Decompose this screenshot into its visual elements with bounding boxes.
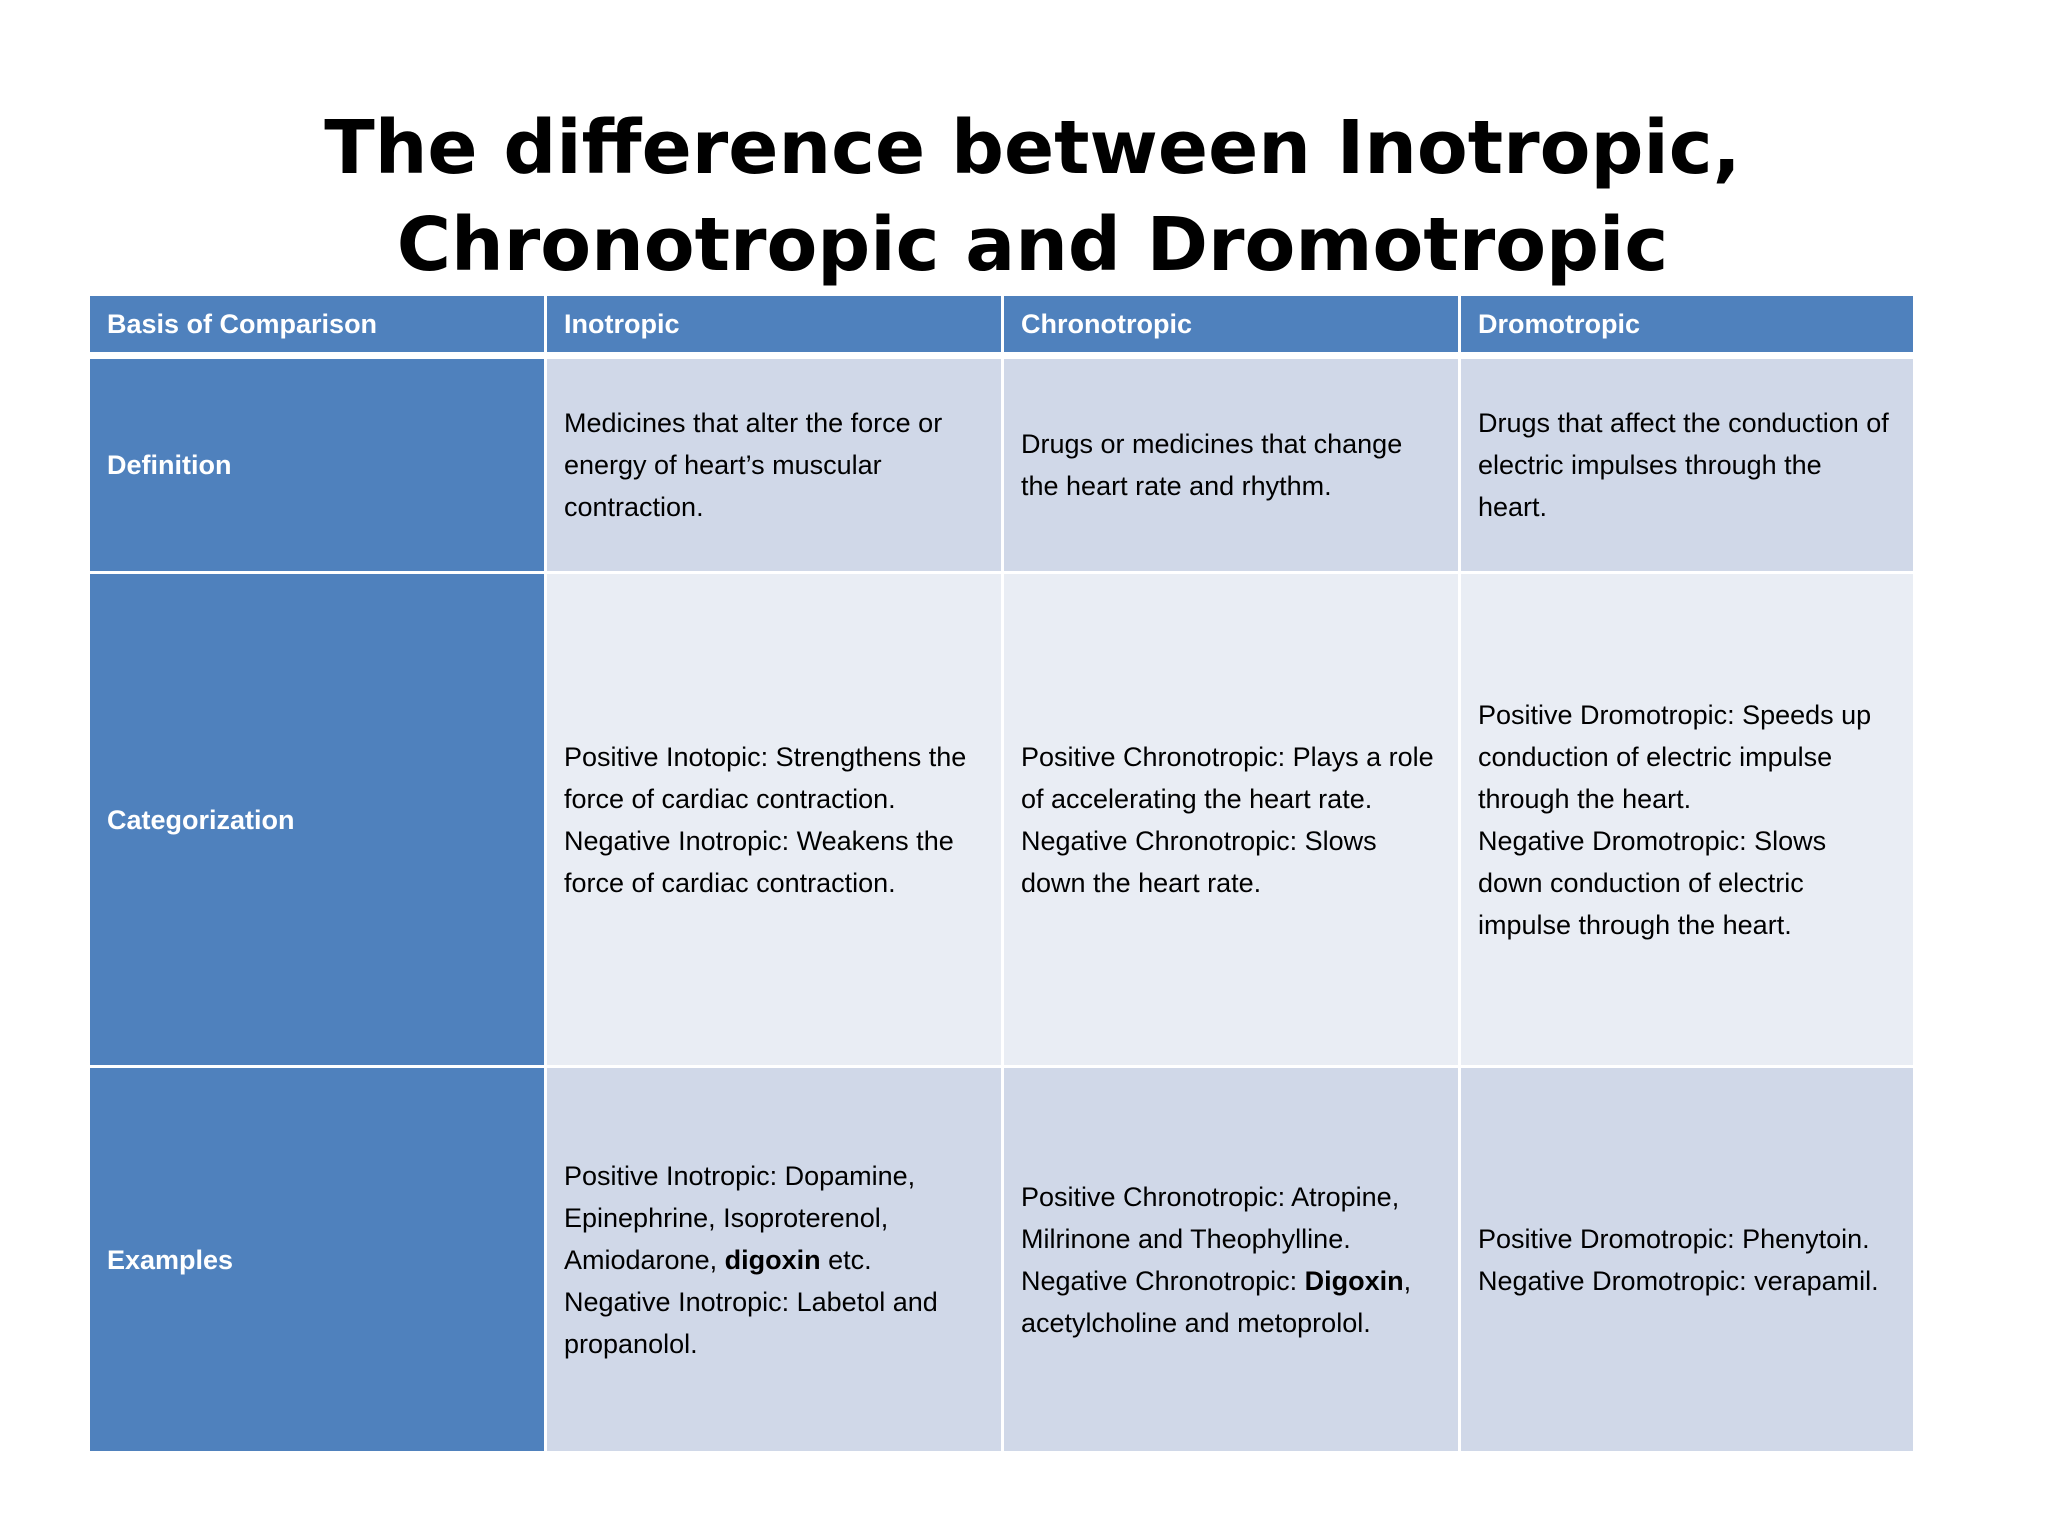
header-dromotropic: Dromotropic <box>1460 295 1915 356</box>
row-label-categorization: Categorization <box>89 573 546 1067</box>
cell-examples-chronotropic <box>1003 1067 1460 1453</box>
cell-categorization-chronotropic <box>1003 573 1460 1067</box>
cell-examples-inotropic <box>546 1067 1003 1453</box>
positive-inotropic-examples <box>564 1155 984 1281</box>
row-label-examples: Examples <box>89 1067 546 1453</box>
negative-chronotropic-examples-text: Negative Chronotropic: <box>1021 1265 1305 1296</box>
digoxin-emphasis-chronotropic: Digoxin <box>1304 1265 1404 1296</box>
row-label-definition: Definition <box>89 356 546 573</box>
negative-chronotropic-examples <box>1021 1260 1441 1344</box>
cell-examples-dromotropic <box>1460 1067 1915 1453</box>
negative-dromotropic-examples: Negative Dromotropic: verapamil. <box>1478 1265 1879 1296</box>
positive-inotropic-text: Positive Inotopic: Strengthens the force of cardiac contraction. <box>564 741 967 814</box>
digoxin-emphasis: digoxin <box>724 1244 821 1275</box>
positive-chronotropic-text: Positive Chronotropic: Plays a role of accelerating the heart rate. <box>1021 741 1434 814</box>
negative-chronotropic-examples-suffix: , acetylcholine and metoprolol. <box>1021 1265 1412 1338</box>
cell-categorization-dromotropic <box>1460 573 1915 1067</box>
negative-inotropic-examples: Negative Inotropic: Labetol and propanolol. <box>564 1286 938 1359</box>
cell-definition-inotropic: Medicines that alter the force or energy of heart’s muscular contraction. <box>546 356 1003 573</box>
cell-categorization-inotropic <box>546 573 1003 1067</box>
table-header-row <box>89 295 1915 356</box>
cell-definition-chronotropic: Drugs or medicines that change the heart rate and rhythm. <box>1003 356 1460 573</box>
positive-chronotropic-examples: Positive Chronotropic: Atropine, Milrinone and Theophylline. <box>1021 1181 1400 1254</box>
negative-inotropic-text: Negative Inotropic: Weakens the force of cardiac contraction. <box>564 825 954 898</box>
table-row-definition <box>89 356 1915 573</box>
positive-dromotropic-examples: Positive Dromotropic: Phenytoin. <box>1478 1223 1870 1254</box>
positive-inotropic-examples-text: Positive Inotropic: Dopamine, Epinephrine, Isoproterenol, Amiodarone, <box>564 1160 916 1275</box>
positive-dromotropic-text: Positive Dromotropic: Speeds up conduction of electric impulse through the heart. <box>1478 699 1872 814</box>
slide-title: The difference between Inotropic, Chronotropic and Dromotropic <box>324 105 1741 288</box>
positive-inotropic-examples-suffix: etc. <box>820 1244 872 1275</box>
table-row-examples <box>89 1067 1915 1453</box>
table-row-categorization <box>89 573 1915 1067</box>
cell-definition-dromotropic: Drugs that affect the conduction of electric impulses through the heart. <box>1460 356 1915 573</box>
comparison-table <box>87 293 1916 1454</box>
negative-chronotropic-text: Negative Chronotropic: Slows down the heart rate. <box>1021 825 1377 898</box>
header-inotropic: Inotropic <box>546 295 1003 356</box>
header-chronotropic: Chronotropic <box>1003 295 1460 356</box>
header-basis-of-comparison: Basis of Comparison <box>89 295 546 356</box>
negative-dromotropic-text: Negative Dromotropic: Slows down conduction of electric impulse through the heart. <box>1478 825 1827 940</box>
